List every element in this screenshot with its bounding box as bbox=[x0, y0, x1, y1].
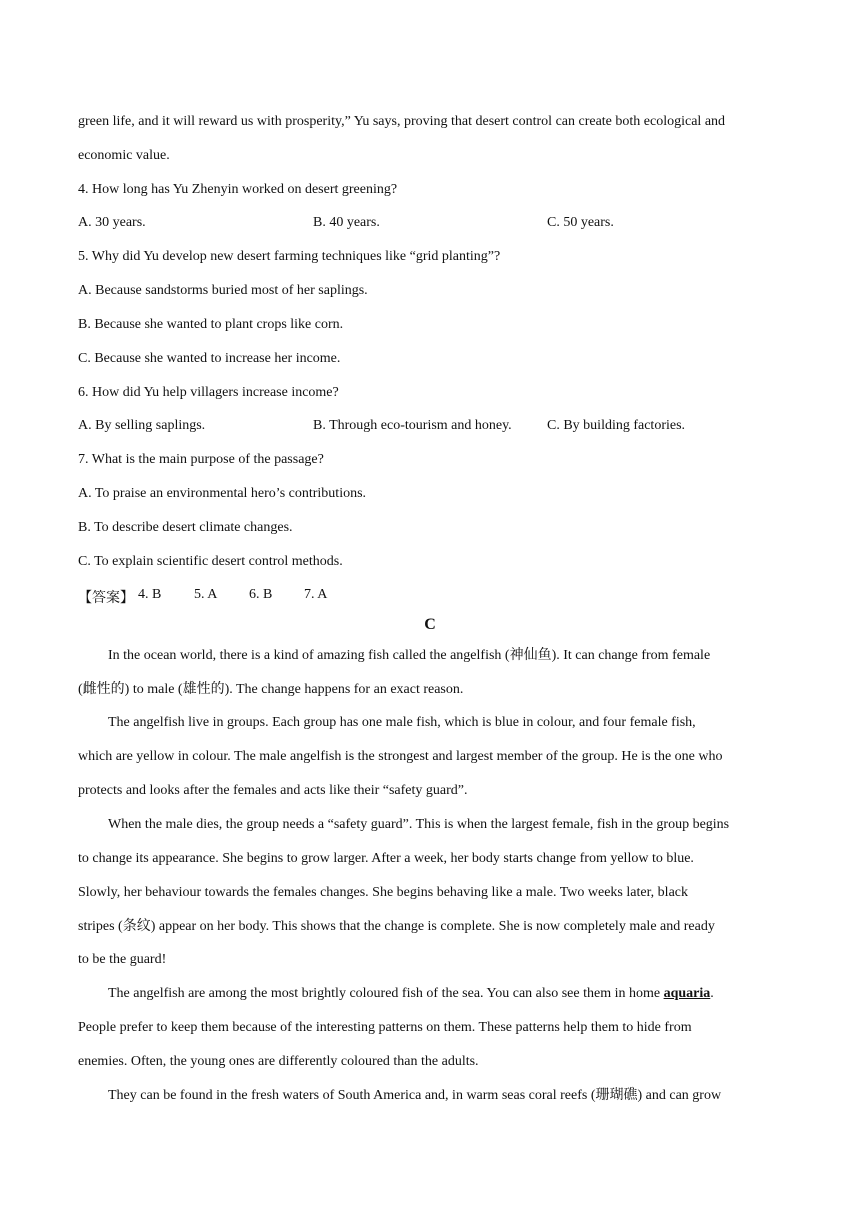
question-5-option-a: A. Because sandstorms buried most of her saplings. bbox=[78, 283, 368, 298]
answer-item: 5. A bbox=[194, 587, 218, 602]
question-6-option-c: C. By building factories. bbox=[547, 418, 686, 433]
answer-label: 【答案】 bbox=[78, 591, 134, 606]
paragraph-line: which are yellow in colour. The male angelfish is the strongest and largest member of the group. He is the one who bbox=[78, 749, 723, 764]
paragraph-text: The angelfish are among the most brightly coloured fish of the sea. You can also see them in home bbox=[108, 986, 664, 1001]
passage-text-line: green life, and it will reward us with prosperity,” Yu says, proving that desert control can create both ecological and bbox=[78, 114, 726, 129]
paragraph-line: stripes (条纹) appear on her body. This shows that the change is complete. She is now completely male and ready bbox=[78, 919, 715, 934]
answer-item: 4. B bbox=[138, 587, 162, 602]
paragraph-line: When the male dies, the group needs a “safety guard”. This is when the largest female, fish in the group begins bbox=[108, 817, 730, 832]
question-6-option-b: B. Through eco-tourism and honey. bbox=[313, 418, 512, 433]
question-7-option-b: B. To describe desert climate changes. bbox=[78, 520, 293, 535]
paragraph-line: The angelfish live in groups. Each group has one male fish, which is blue in colour, and four female fish, bbox=[108, 715, 696, 730]
answer-item: 6. B bbox=[249, 587, 273, 602]
paragraph-line: (雌性的) to male (雄性的). The change happens for an exact reason. bbox=[78, 682, 464, 697]
paragraph-line: enemies. Often, the young ones are differently coloured than the adults. bbox=[78, 1054, 479, 1069]
passage-text-line: economic value. bbox=[78, 148, 170, 163]
question-7-option-a: A. To praise an environmental hero’s contributions. bbox=[78, 486, 367, 501]
highlighted-word: aquaria bbox=[663, 986, 711, 1001]
question-5-option-c: C. Because she wanted to increase her income. bbox=[78, 351, 341, 366]
question-4-stem: 4. How long has Yu Zhenyin worked on desert greening? bbox=[78, 182, 398, 197]
question-4-option-c: C. 50 years. bbox=[547, 215, 614, 230]
section-c-title: C bbox=[424, 616, 436, 633]
paragraph-line: to be the guard! bbox=[78, 952, 167, 967]
paragraph-text: . bbox=[710, 986, 714, 1001]
question-7-option-c: C. To explain scientific desert control methods. bbox=[78, 554, 343, 569]
paragraph-line: In the ocean world, there is a kind of amazing fish called the angelfish (神仙鱼). It can change from female bbox=[108, 648, 711, 663]
question-6-stem: 6. How did Yu help villagers increase income? bbox=[78, 385, 339, 400]
paragraph-line: to change its appearance. She begins to grow larger. After a week, her body starts change from yellow to blue. bbox=[78, 851, 694, 866]
question-5-stem: 5. Why did Yu develop new desert farming techniques like “grid planting”? bbox=[78, 249, 501, 264]
paragraph-line bbox=[108, 985, 714, 1003]
paragraph-line: Slowly, her behaviour towards the females changes. She begins behaving like a male. Two weeks later, black bbox=[78, 885, 688, 900]
paragraph-line: People prefer to keep them because of the interesting patterns on them. These patterns help them to hide from bbox=[78, 1020, 692, 1035]
question-4-option-b: B. 40 years. bbox=[313, 215, 380, 230]
answer-item: 7. A bbox=[304, 587, 328, 602]
question-6-option-a: A. By selling saplings. bbox=[78, 418, 206, 433]
question-4-option-a: A. 30 years. bbox=[78, 215, 146, 230]
question-5-option-b: B. Because she wanted to plant crops like corn. bbox=[78, 317, 344, 332]
paragraph-line: They can be found in the fresh waters of South America and, in warm seas coral reefs (珊瑚礁) and can grow bbox=[108, 1088, 722, 1103]
paragraph-line: protects and looks after the females and acts like their “safety guard”. bbox=[78, 783, 468, 798]
question-7-stem: 7. What is the main purpose of the passage? bbox=[78, 452, 324, 467]
